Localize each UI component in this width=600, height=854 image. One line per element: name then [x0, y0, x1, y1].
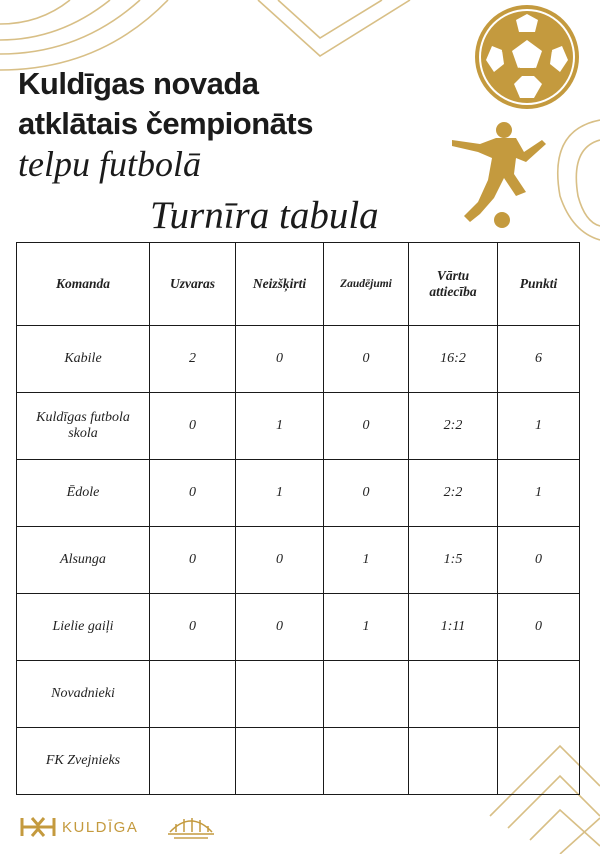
goals-cell: 16:2: [409, 326, 498, 393]
wins-cell: 0: [150, 527, 236, 594]
losses-cell: 0: [324, 326, 409, 393]
team-cell: Kuldīgas futbola skola: [17, 393, 150, 460]
losses-cell: 0: [324, 460, 409, 527]
title-line-1: Kuldīgas novada: [18, 66, 259, 101]
table-row: [17, 326, 580, 393]
football-icon: [472, 2, 582, 112]
header-points: Punkti: [498, 243, 580, 326]
draws-cell: [236, 661, 324, 728]
points-cell: 0: [498, 594, 580, 661]
wins-cell: [150, 661, 236, 728]
sports-school-logo-icon: [166, 810, 216, 844]
wins-cell: 0: [150, 460, 236, 527]
table-row: [17, 661, 580, 728]
kuldiga-logo-icon: [20, 816, 56, 838]
wins-cell: [150, 728, 236, 795]
table-row: [17, 527, 580, 594]
team-cell: Novadnieki: [17, 661, 150, 728]
team-cell: Ēdole: [17, 460, 150, 527]
football-player-icon: [446, 118, 556, 238]
losses-cell: 1: [324, 594, 409, 661]
title-line-2: atklātais čempionāts: [18, 106, 313, 141]
header-goal-ratio-line1: Vārtu: [436, 268, 470, 283]
goals-cell: [409, 728, 498, 795]
draws-cell: 1: [236, 393, 324, 460]
header-losses: Zaudējumi: [324, 243, 409, 326]
table-row: [17, 594, 580, 661]
draws-cell: 0: [236, 326, 324, 393]
team-cell: Alsunga: [17, 527, 150, 594]
points-cell: 1: [498, 393, 580, 460]
title-line-3: telpu futbolā: [18, 144, 201, 184]
table-row: [17, 393, 580, 460]
wins-cell: 2: [150, 326, 236, 393]
losses-cell: 0: [324, 393, 409, 460]
losses-cell: 1: [324, 527, 409, 594]
standings-table: [16, 242, 580, 795]
header-goal-ratio: [409, 243, 498, 326]
draws-cell: 0: [236, 594, 324, 661]
table-row: [17, 728, 580, 795]
points-cell: [498, 728, 580, 795]
losses-cell: [324, 728, 409, 795]
points-cell: 6: [498, 326, 580, 393]
goals-cell: 2:2: [409, 460, 498, 527]
points-cell: 0: [498, 527, 580, 594]
wins-cell: 0: [150, 393, 236, 460]
points-cell: 1: [498, 460, 580, 527]
draws-cell: 1: [236, 460, 324, 527]
wins-cell: 0: [150, 594, 236, 661]
table-row: [17, 460, 580, 527]
header-draws: Neizšķirti: [236, 243, 324, 326]
losses-cell: [324, 661, 409, 728]
table-header-row: [17, 243, 580, 326]
goals-cell: 1:11: [409, 594, 498, 661]
header-team: Komanda: [17, 243, 150, 326]
team-cell: Lielie gaiļi: [17, 594, 150, 661]
draws-cell: [236, 728, 324, 795]
team-cell: FK Zvejnieks: [17, 728, 150, 795]
goals-cell: [409, 661, 498, 728]
points-cell: [498, 661, 580, 728]
goals-cell: 1:5: [409, 527, 498, 594]
kuldiga-logo: [20, 816, 138, 838]
page-subtitle: Turnīra tabula: [150, 194, 379, 237]
draws-cell: 0: [236, 527, 324, 594]
header-wins: Uzvaras: [150, 243, 236, 326]
title-block: [18, 64, 313, 184]
team-cell: Kabile: [17, 326, 150, 393]
header-goal-ratio-line2: attiecība: [429, 284, 477, 299]
goals-cell: 2:2: [409, 393, 498, 460]
logo-text: KULDĪGA: [62, 818, 139, 836]
